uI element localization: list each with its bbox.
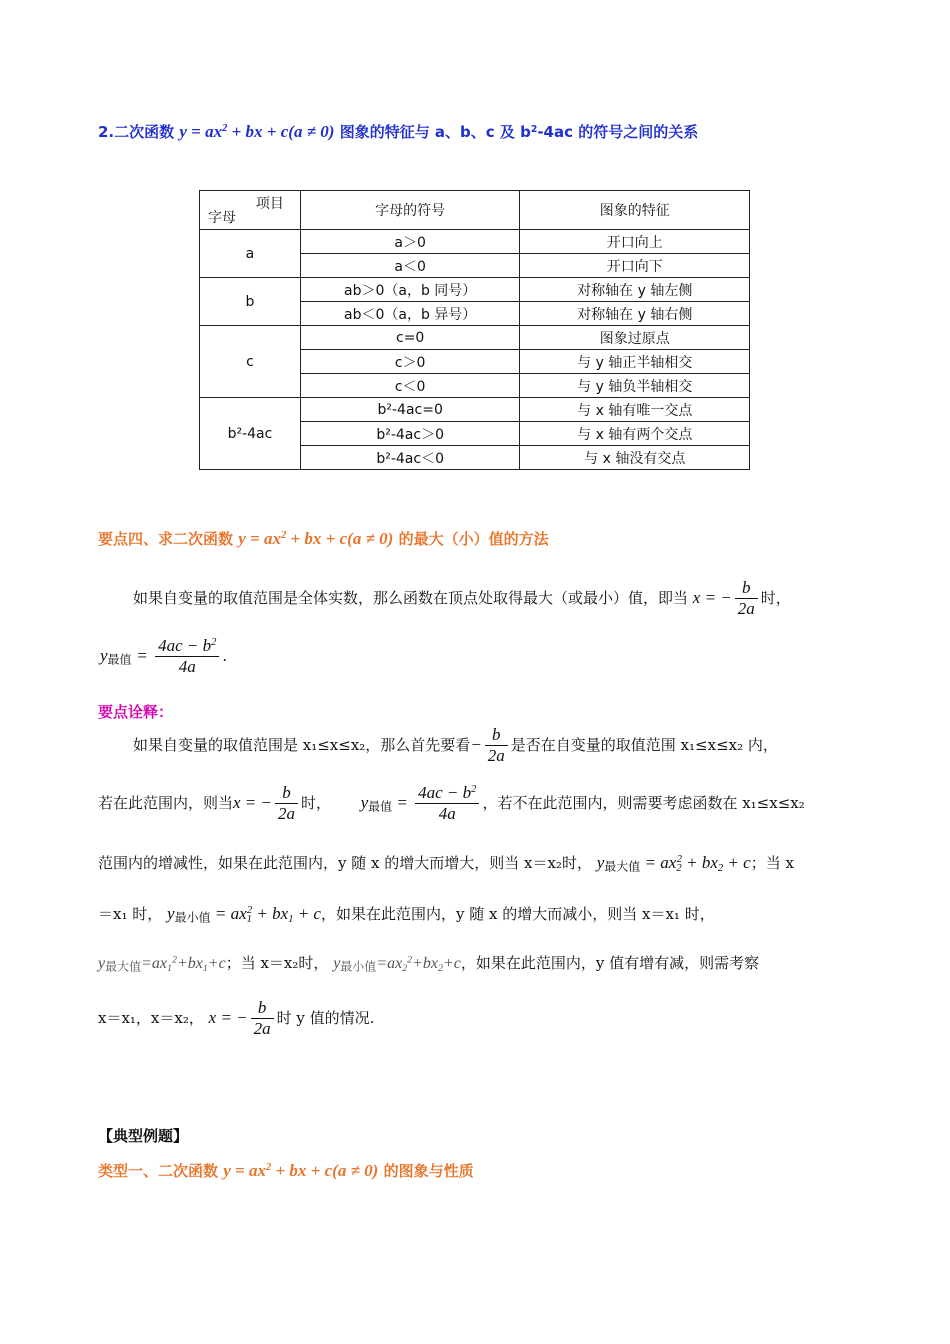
point4-time: 时， [760, 588, 791, 607]
table-corner-cell [200, 191, 301, 230]
table-sign: c=0 [300, 326, 520, 350]
table-feature: 图象过原点 [520, 326, 750, 350]
note-ymax-label-2: 最大值 [105, 959, 142, 974]
point4-ymin-formula: y最值 = $\frac{4ac - b^2}{4a}$ . [100, 636, 228, 677]
table-sign: b²-4ac＞0 [300, 422, 520, 446]
table-sign: b²-4ac=0 [300, 398, 520, 422]
table-feature: 开口向下 [520, 254, 750, 278]
table-feature: 与 x 轴有唯一交点 [520, 398, 750, 422]
table-header-letter: 字母 [208, 210, 236, 226]
note-l1b: 是否在自变量的取值范围 x₁≤x≤x₂ 内， [510, 735, 778, 754]
note-l2c: ，若不在此范围内，则需要考虑函数在 x₁≤x≤x₂ [482, 793, 805, 812]
note-ymin-label-3: 最小值 [340, 959, 377, 974]
type1-heading [98, 1160, 474, 1181]
table-letter-c: c [200, 326, 301, 398]
table-header-item: 项目 [255, 196, 284, 212]
section2-formula: $y = ax^2$ + bx + c(a ≠ 0) [179, 122, 335, 141]
point4-paragraph: 如果自变量的取值范围是全体实数，那么函数在顶点处取得最大（或最小）值，即当 x = − $\frac{b}{2a}$ 时， [133, 578, 791, 619]
note-l2b: 时， [301, 793, 332, 812]
note-line-5: y最大值$=ax1^2+bx1+c$；当 x＝x₂时， y最小值$=ax2^2+bx2+c$，如果在此范围内，y 值有增有减，则需考察 [98, 954, 760, 974]
table-feature: 与 y 轴正半轴相交 [520, 350, 750, 374]
note-ymin-label: 最值 [368, 799, 393, 814]
table-header-feature: 图象的特征 [520, 191, 750, 230]
point4-para1: 如果自变量的取值范围是全体实数，那么函数在顶点处取得最大（或最小）值，即当 [133, 588, 689, 607]
table-feature: 对称轴在 y 轴右侧 [520, 302, 750, 326]
table-letter-a: a [200, 230, 301, 278]
table-header-sign: 字母的符号 [300, 191, 520, 230]
note-ymin-label-2: 最小值 [174, 910, 211, 925]
table-letter-b: b [200, 278, 301, 326]
section2-suffix-sup: 2 [530, 123, 538, 135]
note-line-4: ＝x₁ 时， y最小值 = $ax1^2 + bx1 + c$，如果在此范围内，y 随 x 的增大而减小，则当 x＝x₁ 时， [98, 904, 715, 926]
note-l6b: 时 y 值的情况. [276, 1008, 375, 1027]
table-sign: ab＞0（a，b 同号） [300, 278, 520, 302]
table-sign: c＜0 [300, 374, 520, 398]
note-line-3: 范围内的增减性，如果在此范围内，y 随 x 的增大而增大，则当 x＝x₂时， y最大值 = $ax2^2 + bx2 + c$；当 x [98, 853, 794, 875]
type1-prefix: 类型一、二次函数 [98, 1162, 219, 1180]
table-feature: 与 y 轴负半轴相交 [520, 374, 750, 398]
note-l2a: 若在此范围内，则当 [98, 793, 234, 812]
note-l3b: ；当 x [750, 854, 794, 872]
note-title: 要点诠释： [98, 703, 174, 721]
note-line-2: 若在此范围内，则当x = − $\frac{b}{2a}$ 时， y最值 = $\frac{4ac - b^2}{4a}$ ，若不在此范围内，则需要考虑函数在 x₁≤x≤x₂ [98, 783, 805, 824]
point4-ymin-label: 最值 [107, 652, 132, 667]
type1-suffix: 的图象与性质 [383, 1162, 474, 1180]
note-l4b: ，如果在此范围内，y 随 x 的增大而减小，则当 x＝x₁ 时， [320, 905, 715, 923]
point4-heading [98, 528, 549, 549]
table-sign: ab＜0（a，b 异号） [300, 302, 520, 326]
note-ymax-label-1: 最大值 [604, 859, 641, 874]
note-l4a: ＝x₁ 时， [98, 905, 163, 923]
note-l1a: 如果自变量的取值范围是 x₁≤x≤x₂，那么首先要看 [133, 735, 471, 754]
section2-heading [98, 121, 698, 142]
section2-suffix-a: 图象的特征与 a、b、c 及 b [339, 123, 531, 141]
note-l3a: 范围内的增减性，如果在此范围内，y 随 x 的增大而增大，则当 x＝x₂时， [98, 854, 592, 872]
table-sign: b²-4ac＜0 [300, 446, 520, 470]
section2-prefix: 2.二次函数 [98, 123, 175, 141]
section2-suffix-b: -4ac 的符号之间的关系 [537, 123, 699, 141]
table-sign: c＞0 [300, 350, 520, 374]
type1-formula: $y = ax^2$ + bx + c(a ≠ 0) [223, 1161, 379, 1180]
note-l6a: x＝x₁，x＝x₂， [98, 1008, 204, 1027]
note-l5a: ；当 x＝x₂时， [225, 954, 329, 972]
table-feature: 与 x 轴有两个交点 [520, 422, 750, 446]
note-l5b: ，如果在此范围内，y 值有增有减，则需考察 [460, 954, 760, 972]
note-line-1: 如果自变量的取值范围是 x₁≤x≤x₂，那么首先要看− $\frac{b}{2a}$ 是否在自变量的取值范围 x₁≤x≤x₂ 内， [133, 725, 778, 766]
table-feature: 与 x 轴没有交点 [520, 446, 750, 470]
table-sign: a＜0 [300, 254, 520, 278]
table-feature: 对称轴在 y 轴左侧 [520, 278, 750, 302]
note-line-6: x＝x₁，x＝x₂， x = − $\frac{b}{2a}$ 时 y 值的情况. [98, 998, 375, 1039]
table-sign: a＞0 [300, 230, 520, 254]
table-feature: 开口向上 [520, 230, 750, 254]
table-letter-discriminant: b²-4ac [200, 398, 301, 470]
point4-suffix: 的最大（小）值的方法 [398, 530, 549, 548]
sign-feature-table [199, 190, 750, 470]
examples-title: 【典型例题】 [98, 1127, 189, 1145]
point4-formula: $y = ax^2$ + bx + c(a ≠ 0) [238, 529, 394, 548]
point4-prefix: 要点四、求二次函数 [98, 530, 234, 548]
